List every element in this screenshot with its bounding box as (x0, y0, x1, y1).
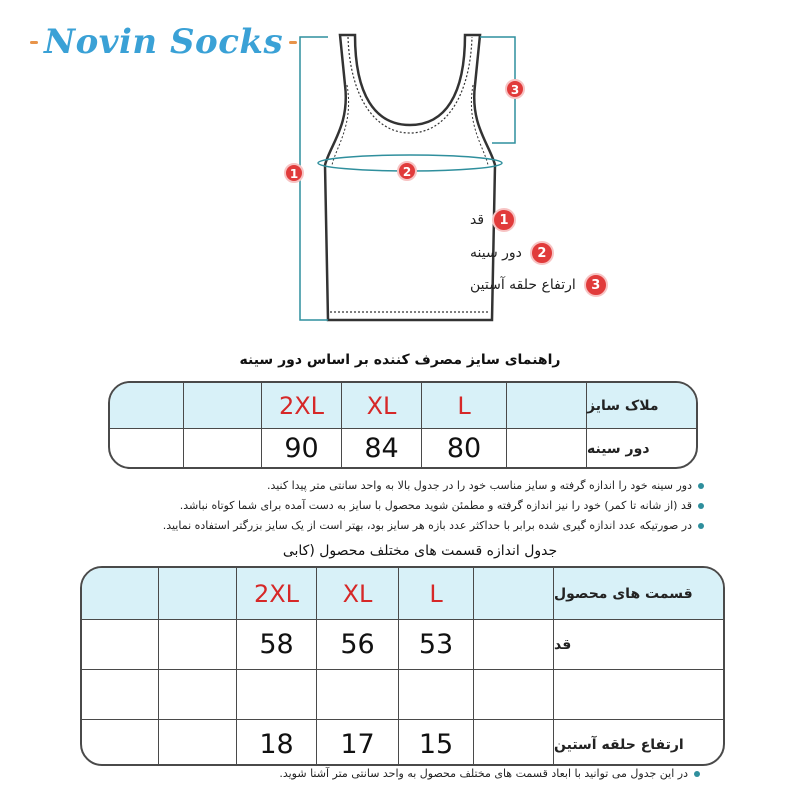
armhole-value-2xl: 18 (236, 720, 316, 766)
size-xl: XL (341, 383, 421, 428)
header-label: ملاک سایز (586, 383, 696, 428)
product-table-title: جدول اندازه قسمت های مختلف محصول (کابی (282, 543, 558, 559)
brand-logo (30, 22, 297, 62)
legend-label: دور سینه (470, 245, 522, 261)
empty-cell (82, 620, 158, 669)
empty-cell (473, 568, 553, 619)
empty-cell (158, 568, 236, 619)
empty-value (236, 670, 316, 719)
size-xl: XL (316, 568, 398, 619)
armhole-value-l: 15 (398, 720, 473, 766)
empty-value (316, 670, 398, 719)
empty-value (398, 670, 473, 719)
empty-cell (473, 620, 553, 669)
row-label: قد (553, 620, 723, 669)
length-measure-line (300, 37, 328, 320)
logo-dot-left (30, 41, 38, 44)
consumer-note (180, 499, 704, 512)
note-text: در صورتیکه عدد اندازه گیری شده برابر با حداکثر عدد بازه هر سایز بود، بهتر است از یک سایز بزرگتر استفاده نمایید. (162, 519, 692, 532)
armhole-value-xl: 17 (316, 720, 398, 766)
length-value-xl: 56 (316, 620, 398, 669)
empty-cell (506, 429, 586, 468)
chest-value-2xl: 90 (261, 429, 341, 468)
product-note (279, 767, 700, 780)
note-text: دور سینه خود را اندازه گرفته و سایز مناسب خود را در جدول بالا به واحد سانتی متر پیدا کنید. (266, 479, 692, 492)
product-size-table (80, 566, 725, 766)
product-table-header-row (82, 568, 723, 620)
note-bullet (698, 523, 704, 529)
legend-badge: 1 (492, 208, 516, 232)
consumer-note (267, 479, 704, 492)
row-label: ارتفاع حلقه آستین (553, 720, 723, 766)
empty-cell (183, 429, 261, 468)
note-bullet (694, 771, 700, 777)
header-label: قسمت های محصول (553, 568, 723, 619)
empty-cell (82, 670, 158, 719)
legend-item-length (470, 208, 770, 232)
length-value-l: 53 (398, 620, 473, 669)
empty-cell (473, 670, 553, 719)
empty-cell (110, 383, 183, 428)
consumer-table-header-row (110, 383, 696, 429)
consumer-size-table (108, 381, 698, 469)
size-2xl: 2XL (236, 568, 316, 619)
product-table-row-armhole (82, 720, 723, 766)
length-marker-number: 1 (289, 167, 299, 181)
row-label (553, 670, 723, 719)
chest-value-xl: 84 (341, 429, 421, 468)
empty-cell (158, 720, 236, 766)
size-l: L (421, 383, 506, 428)
note-text: قد (از شانه تا کمر) خود را نیز اندازه گرفته و مطمئن شوید محصول با سایز به دست آمده برای شما کوتاه نباشد. (179, 499, 692, 512)
chest-marker-number: 2 (402, 165, 412, 179)
legend-label: قد (470, 212, 485, 228)
note-bullet (698, 483, 704, 489)
consumer-table-title: راهنمای سایز مصرف کننده بر اساس دور سینه (239, 352, 561, 368)
length-value-2xl: 58 (236, 620, 316, 669)
empty-cell (82, 720, 158, 766)
row-label: دور سینه (586, 429, 696, 468)
product-table-row-length (82, 620, 723, 670)
empty-cell (506, 383, 586, 428)
consumer-table-chest-row (110, 429, 696, 468)
size-2xl: 2XL (261, 383, 341, 428)
product-table-row-empty (82, 670, 723, 720)
note-bullet (698, 503, 704, 509)
size-l: L (398, 568, 473, 619)
empty-cell (110, 429, 183, 468)
empty-cell (158, 620, 236, 669)
legend-item-armhole (470, 273, 770, 297)
empty-cell (473, 720, 553, 766)
armhole-marker-number: 3 (510, 83, 520, 97)
empty-cell (183, 383, 261, 428)
legend-badge: 2 (530, 241, 554, 265)
legend-badge: 3 (584, 273, 608, 297)
legend-label: ارتفاع حلقه آستین (470, 277, 576, 293)
note-text: در این جدول می توانید با ابعاد قسمت های مختلف محصول به واحد سانتی متر آشنا شوید. (279, 767, 688, 780)
empty-cell (158, 670, 236, 719)
legend-item-chest (470, 241, 770, 265)
logo-text: Novin Socks (44, 22, 284, 62)
empty-cell (82, 568, 158, 619)
consumer-note (163, 519, 704, 532)
chest-value-l: 80 (421, 429, 506, 468)
